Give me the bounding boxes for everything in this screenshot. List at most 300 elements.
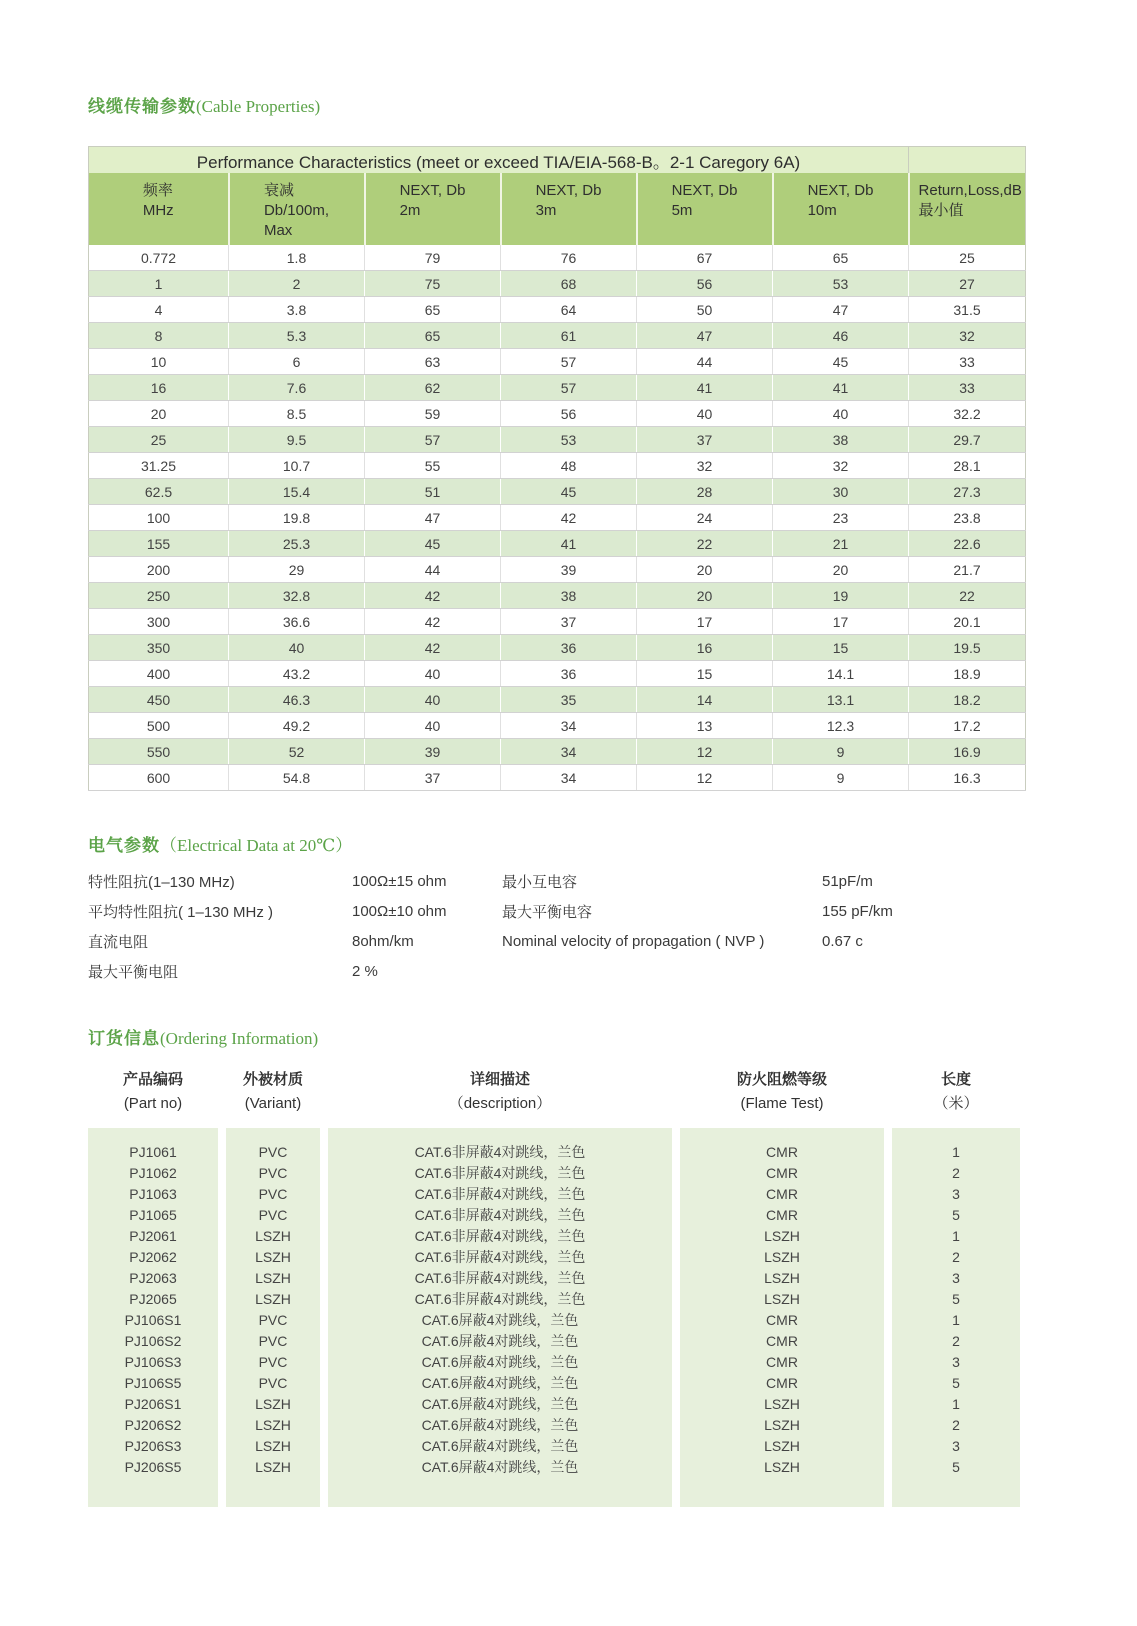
ordering-header-en: (Variant) (244, 1095, 302, 1112)
ordering-cell: 5 (952, 1375, 960, 1391)
table-cell: 40 (773, 401, 909, 427)
table-cell: 38 (501, 583, 637, 609)
performance-table-title: Performance Characteristics (meet or exceed TIA/EIA-568-B。2-1 Caregory 6A) (89, 147, 909, 174)
ordering-header-cn: 防火阻燃等级 (736, 1071, 827, 1088)
table-cell: 42 (365, 635, 501, 661)
electrical-data-section (88, 866, 1048, 986)
ordering-header-cn: 外被材质 (242, 1071, 303, 1088)
ordering-header-en: （description） (448, 1095, 552, 1112)
table-cell: 22.6 (909, 531, 1026, 557)
table-row (89, 557, 1026, 583)
table-cell: 20 (637, 557, 773, 583)
ordering-cell: LSZH (255, 1396, 291, 1412)
table-cell: 59 (365, 401, 501, 427)
table-cell: 32 (909, 323, 1026, 349)
table-cell: 36 (501, 661, 637, 687)
performance-table-title-row (89, 147, 1026, 174)
table-cell: 22 (909, 583, 1026, 609)
table-cell: 9 (773, 765, 909, 791)
heading-cn-text: 线缆传输参数 (88, 97, 196, 116)
electrical-row (88, 926, 1048, 956)
ordering-column-header (328, 1068, 672, 1116)
ordering-cell: PVC (258, 1144, 288, 1160)
table-cell: 34 (501, 713, 637, 739)
ordering-cell: CAT.6屏蔽4对跳线，兰色 (421, 1438, 579, 1454)
ordering-cell: PJ106S1 (124, 1312, 182, 1328)
ordering-column (328, 1128, 672, 1507)
table-cell: 7.6 (229, 375, 365, 401)
ordering-cell: 1 (952, 1396, 960, 1412)
ordering-cell: PJ2062 (129, 1249, 177, 1265)
ordering-cell: CMR (766, 1207, 798, 1223)
ordering-cell: PJ206S1 (124, 1396, 182, 1412)
table-cell: 23 (773, 505, 909, 531)
table-cell: 51 (365, 479, 501, 505)
table-row (89, 687, 1026, 713)
ordering-cell: LSZH (255, 1459, 291, 1475)
ordering-header-en: (Part no) (123, 1095, 183, 1112)
table-cell: 28.1 (909, 453, 1026, 479)
table-cell: 54.8 (229, 765, 365, 791)
ordering-header-cn: 产品编码 (122, 1071, 183, 1088)
ordering-cell: PJ1063 (129, 1186, 177, 1202)
table-cell: 100 (89, 505, 229, 531)
elec-value: 100Ω±15 ohm (352, 872, 447, 890)
heading-en-text: （Electrical Data at 20℃） (160, 836, 353, 855)
ordering-cell: PVC (258, 1354, 288, 1370)
table-cell: 36.6 (229, 609, 365, 635)
elec-label: Nominal velocity of propagation ( NVP ) (502, 932, 765, 950)
ordering-cell: CAT.6屏蔽4对跳线，兰色 (421, 1459, 579, 1475)
ordering-cell: CMR (766, 1144, 798, 1160)
table-cell: 22 (637, 531, 773, 557)
ordering-cell: CAT.6屏蔽4对跳线，兰色 (421, 1375, 579, 1391)
table-row (89, 635, 1026, 661)
ordering-header-cn: 详细描述 (469, 1071, 530, 1088)
heading-en-text: (Ordering Information) (160, 1029, 319, 1048)
performance-table-title-spacer (909, 147, 1026, 174)
elec-value: 100Ω±10 ohm (352, 902, 447, 920)
table-row (89, 765, 1026, 791)
table-cell: 38 (773, 427, 909, 453)
table-cell: 32 (773, 453, 909, 479)
ordering-cell: LSZH (764, 1270, 800, 1286)
table-cell: 50 (637, 297, 773, 323)
table-row (89, 739, 1026, 765)
ordering-cell: 3 (952, 1354, 960, 1370)
heading-cn-text: 电气参数 (88, 836, 160, 855)
performance-table (88, 146, 1026, 791)
column-header: NEXT, Db 5m (637, 173, 773, 245)
table-cell: 44 (365, 557, 501, 583)
elec-label: 最大平衡电阻 (88, 963, 179, 981)
table-cell: 13 (637, 713, 773, 739)
table-cell: 1.8 (229, 245, 365, 271)
table-cell: 33 (909, 349, 1026, 375)
ordering-header-cn: 长度 (940, 1071, 971, 1088)
table-cell: 250 (89, 583, 229, 609)
table-cell: 19.8 (229, 505, 365, 531)
table-cell: 600 (89, 765, 229, 791)
table-cell: 17.2 (909, 713, 1026, 739)
table-cell: 47 (637, 323, 773, 349)
table-cell: 47 (773, 297, 909, 323)
ordering-cell: CMR (766, 1186, 798, 1202)
ordering-cell: PJ1062 (129, 1165, 177, 1181)
column-header: Return,Loss,dB 最小值 (909, 173, 1026, 245)
column-header: NEXT, Db 10m (773, 173, 909, 245)
table-cell: 40 (365, 687, 501, 713)
ordering-cell: CMR (766, 1333, 798, 1349)
ordering-column (88, 1128, 218, 1507)
ordering-cell: CAT.6非屏蔽4对跳线，兰色 (414, 1165, 586, 1181)
ordering-column (892, 1128, 1020, 1507)
ordering-cell: CMR (766, 1165, 798, 1181)
table-cell: 48 (501, 453, 637, 479)
table-row (89, 479, 1026, 505)
table-cell: 29 (229, 557, 365, 583)
elec-value: 0.67 c (822, 932, 863, 950)
ordering-cell: 1 (952, 1312, 960, 1328)
table-row (89, 713, 1026, 739)
table-cell: 37 (501, 609, 637, 635)
ordering-column-header (680, 1068, 884, 1116)
table-cell: 34 (501, 739, 637, 765)
table-cell: 25 (89, 427, 229, 453)
ordering-cell: LSZH (255, 1438, 291, 1454)
table-row (89, 661, 1026, 687)
table-cell: 45 (365, 531, 501, 557)
table-cell: 55 (365, 453, 501, 479)
table-cell: 45 (501, 479, 637, 505)
table-cell: 9.5 (229, 427, 365, 453)
table-cell: 13.1 (773, 687, 909, 713)
table-cell: 33 (909, 375, 1026, 401)
table-cell: 400 (89, 661, 229, 687)
ordering-cell: LSZH (255, 1291, 291, 1307)
ordering-cell: PJ2065 (129, 1291, 177, 1307)
table-row (89, 401, 1026, 427)
ordering-cell: 3 (952, 1270, 960, 1286)
table-cell: 56 (637, 271, 773, 297)
table-cell: 6 (229, 349, 365, 375)
table-cell: 34 (501, 765, 637, 791)
section-heading-cable-properties (88, 92, 320, 117)
table-cell: 15.4 (229, 479, 365, 505)
section-heading-ordering-information (88, 1024, 318, 1049)
ordering-cell: CAT.6非屏蔽4对跳线，兰色 (414, 1228, 586, 1244)
table-cell: 47 (365, 505, 501, 531)
table-cell: 3.8 (229, 297, 365, 323)
ordering-cell: PVC (258, 1186, 288, 1202)
ordering-cell: LSZH (255, 1249, 291, 1265)
table-cell: 25.3 (229, 531, 365, 557)
heading-cn-text: 订货信息 (88, 1029, 160, 1048)
table-cell: 10 (89, 349, 229, 375)
table-cell: 37 (637, 427, 773, 453)
table-cell: 24 (637, 505, 773, 531)
ordering-cell: 2 (952, 1333, 960, 1349)
ordering-cell: CMR (766, 1354, 798, 1370)
table-cell: 32.8 (229, 583, 365, 609)
table-cell: 450 (89, 687, 229, 713)
table-cell: 40 (365, 713, 501, 739)
ordering-cell: PJ1065 (129, 1207, 177, 1223)
elec-label: 平均特性阻抗( 1–130 MHz ) (88, 903, 274, 921)
performance-table-body (89, 245, 1026, 791)
table-row (89, 531, 1026, 557)
table-cell: 57 (501, 375, 637, 401)
ordering-cell: LSZH (764, 1228, 800, 1244)
elec-value: 51pF/m (822, 872, 873, 890)
table-cell: 36 (501, 635, 637, 661)
ordering-cell: CMR (766, 1375, 798, 1391)
table-cell: 53 (501, 427, 637, 453)
ordering-cell: CAT.6屏蔽4对跳线，兰色 (421, 1396, 579, 1412)
table-cell: 42 (501, 505, 637, 531)
table-cell: 25 (909, 245, 1026, 271)
table-cell: 41 (501, 531, 637, 557)
table-row (89, 245, 1026, 271)
ordering-cell: LSZH (764, 1459, 800, 1475)
table-row (89, 453, 1026, 479)
table-cell: 18.9 (909, 661, 1026, 687)
ordering-cell: LSZH (764, 1438, 800, 1454)
ordering-header-en: （米） (933, 1095, 979, 1112)
table-cell: 19 (773, 583, 909, 609)
table-cell: 61 (501, 323, 637, 349)
column-header: 频率 MHz (89, 173, 229, 245)
table-row (89, 323, 1026, 349)
performance-header-row (89, 173, 1026, 245)
table-cell: 17 (637, 609, 773, 635)
ordering-cell: LSZH (255, 1228, 291, 1244)
table-row (89, 349, 1026, 375)
table-cell: 300 (89, 609, 229, 635)
table-cell: 4 (89, 297, 229, 323)
table-cell: 32 (637, 453, 773, 479)
table-cell: 15 (637, 661, 773, 687)
ordering-cell: PJ1061 (129, 1144, 177, 1160)
table-cell: 12 (637, 765, 773, 791)
table-row (89, 583, 1026, 609)
table-row (89, 297, 1026, 323)
ordering-cell: CAT.6屏蔽4对跳线，兰色 (421, 1354, 579, 1370)
ordering-cell: PJ106S2 (124, 1333, 182, 1349)
ordering-cell: LSZH (255, 1270, 291, 1286)
table-cell: 46.3 (229, 687, 365, 713)
table-cell: 2 (229, 271, 365, 297)
ordering-cell: LSZH (255, 1417, 291, 1433)
ordering-cell: PVC (258, 1312, 288, 1328)
table-cell: 44 (637, 349, 773, 375)
table-cell: 200 (89, 557, 229, 583)
table-cell: 42 (365, 583, 501, 609)
table-row (89, 375, 1026, 401)
table-cell: 65 (365, 297, 501, 323)
table-cell: 5.3 (229, 323, 365, 349)
table-cell: 20.1 (909, 609, 1026, 635)
table-cell: 40 (229, 635, 365, 661)
table-cell: 30 (773, 479, 909, 505)
electrical-row (88, 956, 1048, 986)
table-cell: 62.5 (89, 479, 229, 505)
table-cell: 63 (365, 349, 501, 375)
ordering-cell: LSZH (764, 1417, 800, 1433)
table-cell: 57 (365, 427, 501, 453)
ordering-cell: PJ206S3 (124, 1438, 182, 1454)
table-row (89, 609, 1026, 635)
elec-label: 特性阻抗(1–130 MHz) (88, 873, 235, 891)
ordering-cell: CAT.6非屏蔽4对跳线，兰色 (414, 1207, 586, 1223)
ordering-cell: CAT.6屏蔽4对跳线，兰色 (421, 1417, 579, 1433)
elec-label: 最大平衡电容 (502, 903, 593, 921)
table-cell: 17 (773, 609, 909, 635)
ordering-cell: PJ2061 (129, 1228, 177, 1244)
table-cell: 1 (89, 271, 229, 297)
table-cell: 29.7 (909, 427, 1026, 453)
ordering-cell: LSZH (764, 1249, 800, 1265)
electrical-row (88, 896, 1048, 926)
table-row (89, 505, 1026, 531)
ordering-cell: PJ206S5 (124, 1459, 182, 1475)
table-cell: 31.5 (909, 297, 1026, 323)
electrical-row (88, 866, 1048, 896)
ordering-cell: CAT.6非屏蔽4对跳线，兰色 (414, 1186, 586, 1202)
table-cell: 18.2 (909, 687, 1026, 713)
table-cell: 39 (365, 739, 501, 765)
table-cell: 9 (773, 739, 909, 765)
table-cell: 14 (637, 687, 773, 713)
ordering-table-body (88, 1128, 1020, 1507)
table-cell: 27 (909, 271, 1026, 297)
ordering-cell: LSZH (764, 1396, 800, 1412)
table-cell: 49.2 (229, 713, 365, 739)
table-cell: 42 (365, 609, 501, 635)
table-cell: 12 (637, 739, 773, 765)
table-cell: 45 (773, 349, 909, 375)
ordering-column-header (226, 1068, 320, 1116)
elec-label: 直流电阻 (88, 933, 149, 951)
table-cell: 15 (773, 635, 909, 661)
table-cell: 27.3 (909, 479, 1026, 505)
table-cell: 31.25 (89, 453, 229, 479)
table-cell: 35 (501, 687, 637, 713)
table-cell: 39 (501, 557, 637, 583)
table-cell: 155 (89, 531, 229, 557)
ordering-cell: PJ106S3 (124, 1354, 182, 1370)
ordering-cell: 1 (952, 1228, 960, 1244)
ordering-header-row (88, 1068, 1020, 1116)
table-cell: 12.3 (773, 713, 909, 739)
ordering-cell: CAT.6非屏蔽4对跳线，兰色 (414, 1249, 586, 1265)
ordering-cell: CAT.6屏蔽4对跳线，兰色 (421, 1333, 579, 1349)
table-cell: 53 (773, 271, 909, 297)
table-cell: 37 (365, 765, 501, 791)
ordering-cell: 2 (952, 1249, 960, 1265)
table-cell: 20 (637, 583, 773, 609)
table-cell: 16 (637, 635, 773, 661)
elec-value: 8ohm/km (352, 932, 414, 950)
ordering-cell: PVC (258, 1333, 288, 1349)
ordering-column (680, 1128, 884, 1507)
ordering-cell: CAT.6屏蔽4对跳线，兰色 (421, 1312, 579, 1328)
table-cell: 52 (229, 739, 365, 765)
ordering-cell: CAT.6非屏蔽4对跳线，兰色 (414, 1270, 586, 1286)
ordering-column (226, 1128, 320, 1507)
table-cell: 21.7 (909, 557, 1026, 583)
table-cell: 40 (365, 661, 501, 687)
table-cell: 20 (89, 401, 229, 427)
ordering-cell: PJ206S2 (124, 1417, 182, 1433)
table-cell: 23.8 (909, 505, 1026, 531)
elec-value: 155 pF/km (822, 902, 893, 920)
table-cell: 20 (773, 557, 909, 583)
table-cell: 28 (637, 479, 773, 505)
table-cell: 75 (365, 271, 501, 297)
ordering-column-header (892, 1068, 1020, 1116)
table-cell: 68 (501, 271, 637, 297)
ordering-cell: 5 (952, 1459, 960, 1475)
elec-value: 2 % (352, 962, 378, 980)
table-cell: 350 (89, 635, 229, 661)
ordering-cell: 2 (952, 1165, 960, 1181)
table-row (89, 271, 1026, 297)
table-cell: 40 (637, 401, 773, 427)
ordering-cell: 3 (952, 1438, 960, 1454)
table-cell: 79 (365, 245, 501, 271)
column-header: NEXT, Db 3m (501, 173, 637, 245)
table-cell: 57 (501, 349, 637, 375)
table-cell: 56 (501, 401, 637, 427)
ordering-column-header (88, 1068, 218, 1116)
table-cell: 19.5 (909, 635, 1026, 661)
ordering-cell: PJ2063 (129, 1270, 177, 1286)
table-cell: 46 (773, 323, 909, 349)
table-cell: 67 (637, 245, 773, 271)
ordering-cell: CAT.6非屏蔽4对跳线，兰色 (414, 1144, 586, 1160)
ordering-cell: LSZH (764, 1291, 800, 1307)
table-cell: 550 (89, 739, 229, 765)
ordering-cell: 5 (952, 1291, 960, 1307)
ordering-cell: PJ106S5 (124, 1375, 182, 1391)
table-cell: 41 (637, 375, 773, 401)
table-cell: 43.2 (229, 661, 365, 687)
table-cell: 10.7 (229, 453, 365, 479)
table-cell: 8.5 (229, 401, 365, 427)
ordering-cell: CMR (766, 1312, 798, 1328)
table-cell: 76 (501, 245, 637, 271)
ordering-header-en: (Flame Test) (740, 1095, 824, 1112)
column-header: NEXT, Db 2m (365, 173, 501, 245)
ordering-cell: 3 (952, 1186, 960, 1202)
table-cell: 16 (89, 375, 229, 401)
table-row (89, 427, 1026, 453)
ordering-cell: 2 (952, 1417, 960, 1433)
ordering-cell: PVC (258, 1165, 288, 1181)
ordering-cell: PVC (258, 1207, 288, 1223)
elec-label: 最小互电容 (502, 873, 578, 891)
column-header: 衰减 Db/100m, Max (229, 173, 365, 245)
table-cell: 16.3 (909, 765, 1026, 791)
table-cell: 8 (89, 323, 229, 349)
table-cell: 65 (773, 245, 909, 271)
ordering-cell: 5 (952, 1207, 960, 1223)
section-heading-electrical-data (88, 831, 352, 856)
heading-en-text: (Cable Properties) (196, 97, 321, 116)
table-cell: 41 (773, 375, 909, 401)
table-cell: 0.772 (89, 245, 229, 271)
